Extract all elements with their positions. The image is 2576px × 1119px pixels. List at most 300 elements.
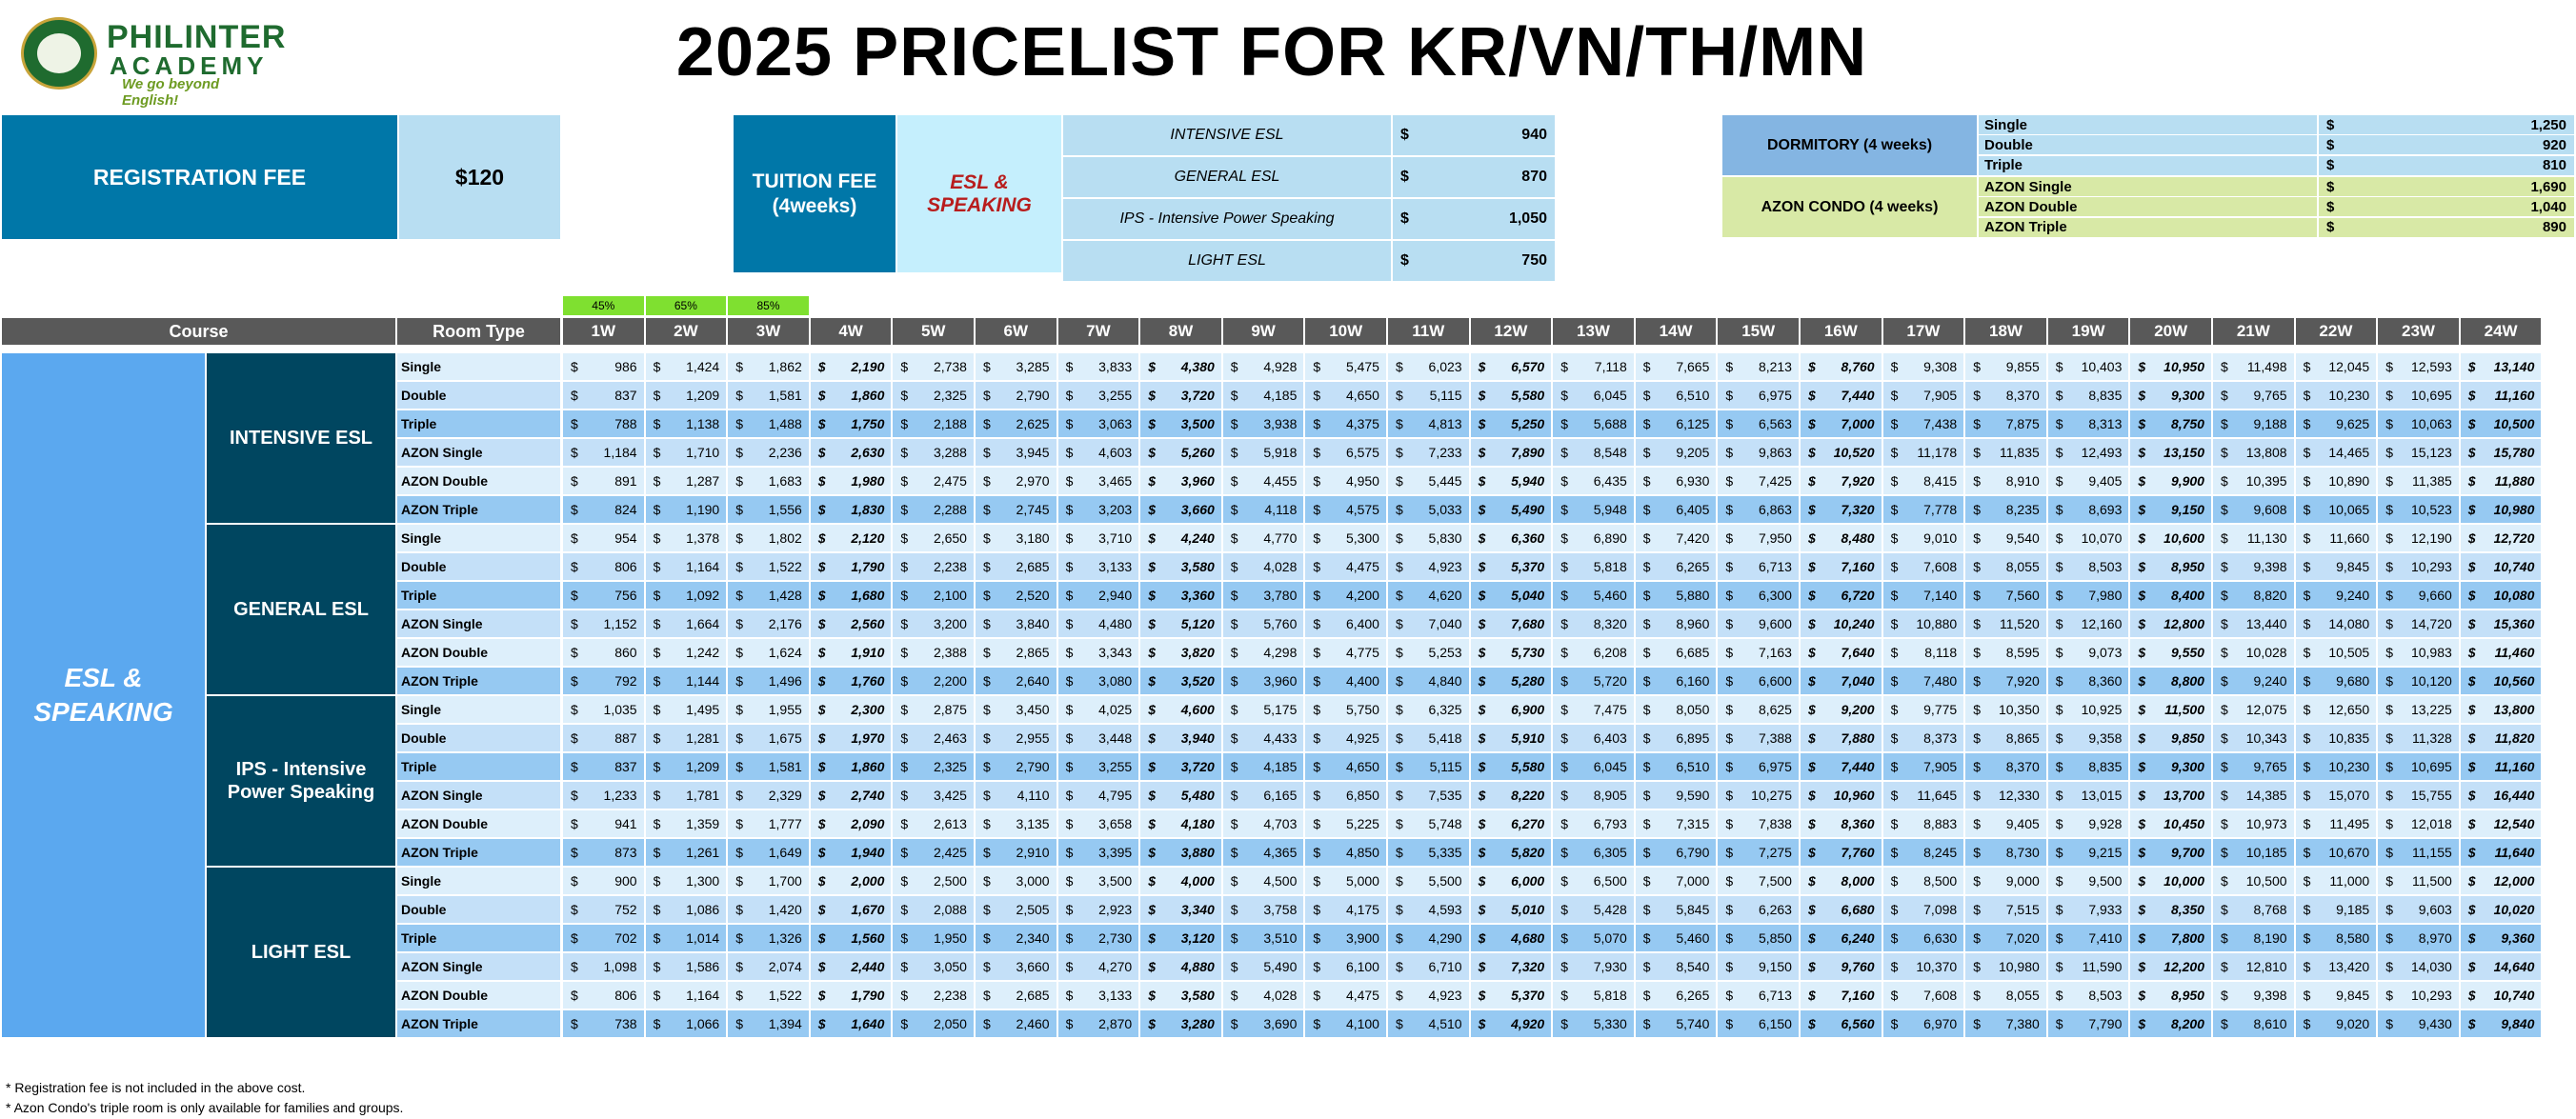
- price-value: 9,760: [1841, 959, 1875, 974]
- currency-sign: $: [571, 359, 578, 374]
- currency-sign: $: [571, 873, 578, 889]
- price-value: 10,950: [2163, 359, 2204, 374]
- price-value: 1,209: [686, 759, 720, 774]
- price-cell: [2296, 410, 2377, 437]
- currency-sign: $: [1148, 359, 1156, 374]
- price-cell: [1223, 868, 1304, 894]
- price-cell: [563, 982, 644, 1009]
- price-cell: [2461, 582, 2542, 609]
- price-cell: [646, 496, 727, 523]
- currency-sign: $: [1478, 416, 1486, 431]
- currency-sign: $: [2221, 502, 2228, 517]
- price-cell: [1223, 439, 1304, 466]
- currency-sign: $: [1808, 959, 1816, 974]
- price-value: 2,505: [1016, 902, 1050, 917]
- currency-sign: $: [1230, 902, 1238, 917]
- currency-sign: $: [653, 502, 661, 517]
- currency-sign: $: [653, 759, 661, 774]
- currency-sign: $: [2385, 559, 2393, 574]
- page-title: 2025 PRICELIST FOR KR/VN/TH/MN: [675, 14, 1868, 90]
- price-cell: [893, 696, 974, 723]
- price-cell: [1223, 925, 1304, 951]
- price-cell: [811, 696, 892, 723]
- price-cell: [1718, 696, 1799, 723]
- dormitory-label: DORMITORY (4 weeks): [1722, 115, 1977, 175]
- price-cell: [2048, 839, 2129, 866]
- price-value: 8,548: [1593, 445, 1627, 460]
- price-value: 11,160: [2494, 759, 2535, 774]
- currency-sign: $: [1478, 502, 1486, 517]
- currency-sign: $: [1642, 988, 1651, 1003]
- price-value: 9,300: [2170, 388, 2204, 403]
- price-cell: [1471, 925, 1552, 951]
- currency-sign: $: [2055, 930, 2063, 946]
- price-value: 6,263: [1758, 902, 1792, 917]
- price-cell: [1471, 725, 1552, 751]
- currency-sign: $: [653, 959, 661, 974]
- price-cell: [1140, 639, 1221, 666]
- currency-sign: $: [1890, 788, 1899, 803]
- price-cell: [2378, 582, 2459, 609]
- price-cell: [2213, 725, 2294, 751]
- currency-sign: $: [900, 416, 909, 431]
- price-value: 8,595: [2005, 645, 2040, 660]
- price-value: 6,208: [1593, 645, 1627, 660]
- currency-sign: $: [1396, 502, 1403, 517]
- price-value: 1,424: [686, 359, 720, 374]
- price-value: 2,685: [1016, 988, 1050, 1003]
- price-value: 2,685: [1016, 559, 1050, 574]
- price-cell: [1883, 982, 1964, 1009]
- currency-sign: $: [1396, 845, 1403, 860]
- currency-sign: $: [2385, 759, 2393, 774]
- price-cell: [1965, 982, 2046, 1009]
- price-cell: [2130, 525, 2211, 551]
- week-header: 10W: [1305, 318, 1386, 345]
- currency-sign: $: [2385, 930, 2393, 946]
- price-cell: [1553, 839, 1634, 866]
- price-cell: [1965, 553, 2046, 580]
- price-cell: [1471, 668, 1552, 694]
- price-value: 5,740: [1676, 1016, 1710, 1031]
- currency-sign: $: [1478, 473, 1486, 489]
- price-cell: [2130, 982, 2211, 1009]
- price-value: 6,710: [1428, 959, 1462, 974]
- currency-sign: $: [1313, 702, 1321, 717]
- price-cell: [1058, 896, 1139, 923]
- price-cell: [2461, 753, 2542, 780]
- price-cell: [1636, 382, 1717, 409]
- price-value: 6,240: [1841, 930, 1875, 946]
- price-value: 8,118: [1924, 645, 1958, 660]
- price-value: 1,326: [768, 930, 802, 946]
- currency-sign: $: [2385, 616, 2393, 631]
- price-cell: [811, 639, 892, 666]
- price-cell: [1636, 953, 1717, 980]
- price-value: 5,370: [1511, 988, 1545, 1003]
- price-cell: [728, 639, 809, 666]
- currency-sign: $: [2303, 988, 2311, 1003]
- currency-sign: $: [1313, 530, 1321, 546]
- price-cell: [1553, 439, 1634, 466]
- price-cell: [1471, 810, 1552, 837]
- currency-sign: $: [2303, 816, 2311, 831]
- price-value: 2,236: [768, 445, 802, 460]
- currency-sign: $: [1400, 169, 1409, 185]
- price-value: 7,890: [1511, 445, 1545, 460]
- currency-sign: $: [1725, 730, 1734, 746]
- price-value: 10,065: [2328, 502, 2370, 517]
- price-cell: [1965, 753, 2046, 780]
- price-cell: [1718, 896, 1799, 923]
- price-cell: [1305, 1010, 1386, 1037]
- price-value: 4,500: [1263, 873, 1298, 889]
- currency-sign: $: [900, 388, 909, 403]
- currency-sign: $: [1973, 473, 1981, 489]
- price-value: 7,905: [1923, 388, 1958, 403]
- price-value: 1,830: [851, 502, 885, 517]
- price-cell: [1388, 353, 1469, 380]
- price-cell: [1553, 1010, 1634, 1037]
- price-cell: [1553, 382, 1634, 409]
- price-value: 11,880: [2494, 473, 2535, 489]
- price-value: 5,948: [1593, 502, 1627, 517]
- price-value: 3,000: [1016, 873, 1050, 889]
- price-value: 11,500: [2412, 873, 2452, 889]
- currency-sign: $: [1230, 502, 1238, 517]
- price-cell: [2378, 610, 2459, 637]
- currency-sign: $: [1890, 616, 1899, 631]
- price-value: 6,713: [1758, 559, 1792, 574]
- price-cell: [1553, 525, 1634, 551]
- price-value: 5,175: [1263, 702, 1298, 717]
- currency-sign: $: [1642, 788, 1651, 803]
- price-cell: [646, 525, 727, 551]
- currency-sign: $: [1642, 502, 1651, 517]
- price-value: 5,820: [1511, 845, 1545, 860]
- price-cell: [2296, 353, 2377, 380]
- price-value: 9,308: [1923, 359, 1958, 374]
- price-value: 2,329: [768, 788, 802, 803]
- price-value: 4,840: [1428, 673, 1462, 689]
- price-value: 5,033: [1428, 502, 1462, 517]
- price-cell: [1965, 953, 2046, 980]
- price-value: 10,925: [2081, 702, 2123, 717]
- currency-sign: $: [2221, 902, 2228, 917]
- price-value: 7,880: [1841, 730, 1875, 746]
- price-cell: [2378, 839, 2459, 866]
- price-cell: [1965, 1010, 2046, 1037]
- currency-sign: $: [1313, 730, 1321, 746]
- price-value: 837: [614, 388, 637, 403]
- price-cell: [2213, 525, 2294, 551]
- price-cell: [976, 696, 1057, 723]
- course-header: Course: [2, 318, 395, 345]
- currency-sign: $: [1890, 873, 1899, 889]
- currency-sign: $: [653, 359, 661, 374]
- price-cell: [811, 410, 892, 437]
- price-value: 2,923: [1098, 902, 1133, 917]
- price-cell: [2461, 896, 2542, 923]
- currency-sign: $: [1890, 416, 1899, 431]
- price-cell: [1223, 639, 1304, 666]
- price-cell: [563, 810, 644, 837]
- price-cell: [728, 953, 809, 980]
- price-value: 4,603: [1098, 445, 1133, 460]
- currency-sign: $: [1478, 616, 1486, 631]
- price-value: 5,720: [1593, 673, 1627, 689]
- logo-sub: ACADEMY: [110, 51, 269, 80]
- price-value: 8,055: [2005, 988, 2040, 1003]
- currency-sign: $: [2138, 388, 2146, 403]
- price-value: 1,495: [686, 702, 720, 717]
- price-value: 3,280: [1180, 1016, 1215, 1031]
- currency-sign: $: [1808, 645, 1816, 660]
- currency-sign: $: [2303, 702, 2311, 717]
- currency-sign: $: [1065, 702, 1074, 717]
- currency-sign: $: [1973, 873, 1981, 889]
- price-value: 7,778: [1923, 502, 1958, 517]
- currency-sign: $: [2467, 959, 2476, 974]
- price-cell: [2213, 668, 2294, 694]
- currency-sign: $: [983, 759, 991, 774]
- price-cell: [2048, 525, 2129, 551]
- currency-sign: $: [571, 788, 578, 803]
- price-cell: [2213, 1010, 2294, 1037]
- price-value: 8,400: [2170, 588, 2204, 603]
- price-value: 9,240: [2253, 673, 2287, 689]
- price-value: 6,863: [1758, 502, 1792, 517]
- price-cell: [2296, 982, 2377, 1009]
- currency-sign: $: [900, 788, 909, 803]
- price-cell: [893, 553, 974, 580]
- price-value: 7,380: [2005, 1016, 2040, 1031]
- currency-sign: $: [1973, 988, 1981, 1003]
- price-cell: [1553, 982, 1634, 1009]
- price-value: 3,425: [933, 788, 967, 803]
- price-value: 7,410: [2088, 930, 2123, 946]
- currency-sign: $: [2221, 359, 2228, 374]
- price-value: 6,970: [1923, 1016, 1958, 1031]
- price-value: 12,810: [2245, 959, 2287, 974]
- currency-sign: $: [1725, 416, 1734, 431]
- price-cell: [1305, 982, 1386, 1009]
- price-cell: [563, 439, 644, 466]
- price-value: 6,510: [1676, 388, 1710, 403]
- price-cell: [976, 953, 1057, 980]
- price-cell: [2130, 668, 2211, 694]
- price-cell: [1305, 753, 1386, 780]
- currency-sign: $: [983, 530, 991, 546]
- currency-sign: $: [2221, 730, 2228, 746]
- currency-sign: $: [1065, 930, 1074, 946]
- currency-sign: $: [1148, 502, 1156, 517]
- price-cell: [728, 353, 809, 380]
- price-value: 1,190: [686, 502, 720, 517]
- currency-sign: $: [1890, 588, 1899, 603]
- price-value: 10,890: [2328, 473, 2370, 489]
- currency-sign: $: [1313, 588, 1321, 603]
- room-type: Single: [397, 353, 560, 380]
- price-value: 9,928: [2088, 816, 2123, 831]
- price-cell: [976, 896, 1057, 923]
- price-value: 7,438: [1923, 416, 1958, 431]
- price-value: 14,640: [2493, 959, 2535, 974]
- price-cell: [1388, 525, 1469, 551]
- currency-sign: $: [1560, 445, 1568, 460]
- price-value: 8,370: [2005, 388, 2040, 403]
- currency-sign: $: [1065, 1016, 1074, 1031]
- currency-sign: $: [1808, 530, 1816, 546]
- price-value: 2,090: [851, 816, 885, 831]
- price-value: 7,040: [1428, 616, 1462, 631]
- currency-sign: $: [2303, 473, 2311, 489]
- price-value: 10,080: [2493, 588, 2535, 603]
- price-cell: [2461, 725, 2542, 751]
- currency-sign: $: [2055, 416, 2063, 431]
- price-value: 7,118: [1594, 359, 1627, 374]
- price-cell: [563, 725, 644, 751]
- price-value: 8,480: [1841, 530, 1875, 546]
- currency-sign: $: [1890, 759, 1899, 774]
- currency-sign: $: [653, 702, 661, 717]
- room-price: [2319, 156, 2574, 175]
- price-value: 7,608: [1923, 988, 1958, 1003]
- price-cell: [2048, 868, 2129, 894]
- price-cell: [728, 382, 809, 409]
- price-cell: [1636, 868, 1717, 894]
- currency-sign: $: [571, 445, 578, 460]
- tuition-course-name: INTENSIVE ESL: [1063, 115, 1391, 155]
- price-cell: [1636, 810, 1717, 837]
- price-value: 6,895: [1676, 730, 1710, 746]
- currency-sign: $: [1478, 873, 1486, 889]
- currency-sign: $: [1313, 788, 1321, 803]
- currency-sign: $: [817, 645, 826, 660]
- price-value: 4,925: [1345, 730, 1379, 746]
- price-cell: [1883, 410, 1964, 437]
- price-value: 1,420: [768, 902, 802, 917]
- price-value: 2,910: [1016, 845, 1050, 860]
- price-cell: [2048, 496, 2129, 523]
- price-value: 3,900: [1345, 930, 1379, 946]
- price-cell: [1718, 496, 1799, 523]
- price-value: 3,448: [1098, 730, 1133, 746]
- currency-sign: $: [983, 788, 991, 803]
- registration-fee-label: REGISTRATION FEE: [2, 115, 397, 239]
- price-value: 8,580: [2336, 930, 2370, 946]
- price-value: 11,495: [2329, 816, 2370, 831]
- price-cell: [2130, 582, 2211, 609]
- price-value: 8,730: [2005, 845, 2040, 860]
- price-value: 873: [614, 845, 637, 860]
- price-cell: [893, 496, 974, 523]
- currency-sign: $: [2138, 588, 2146, 603]
- price-value: 5,253: [1428, 645, 1462, 660]
- price-cell: [563, 468, 644, 494]
- price-value: 1,649: [768, 845, 802, 860]
- price-cell: [2048, 1010, 2129, 1037]
- philinter-logo: [21, 15, 287, 109]
- price-cell: [1718, 810, 1799, 837]
- price-cell: [1801, 668, 1882, 694]
- price-cell: [811, 382, 892, 409]
- currency-sign: $: [900, 588, 909, 603]
- price-value: 6,900: [1511, 702, 1545, 717]
- price-cell: [2213, 982, 2294, 1009]
- price-cell: [1636, 925, 1717, 951]
- tuition-program-label: ESL & SPEAKING: [897, 115, 1061, 272]
- price-cell: [2378, 1010, 2459, 1037]
- price-value: 1,250: [2530, 116, 2566, 133]
- currency-sign: $: [1396, 645, 1403, 660]
- currency-sign: $: [735, 616, 743, 631]
- currency-sign: $: [817, 559, 826, 574]
- price-cell: [646, 753, 727, 780]
- price-value: 12,720: [2493, 530, 2535, 546]
- price-value: 2,325: [933, 388, 967, 403]
- tuition-course-name: LIGHT ESL: [1063, 241, 1391, 281]
- price-cell: [1305, 896, 1386, 923]
- price-cell: [2378, 353, 2459, 380]
- price-value: 7,480: [1923, 673, 1958, 689]
- price-value: 9,200: [1841, 702, 1875, 717]
- currency-sign: $: [1725, 930, 1734, 946]
- currency-sign: $: [1313, 359, 1321, 374]
- room-name: Single: [1979, 115, 2317, 134]
- price-cell: [728, 410, 809, 437]
- price-cell: [893, 525, 974, 551]
- price-value: 8,970: [2418, 930, 2452, 946]
- currency-sign: $: [900, 359, 909, 374]
- price-cell: [2461, 553, 2542, 580]
- price-cell: [1801, 1010, 1882, 1037]
- currency-sign: $: [1973, 816, 1981, 831]
- price-value: 1,086: [686, 902, 720, 917]
- price-value: 6,600: [1758, 673, 1792, 689]
- price-value: 5,040: [1511, 588, 1545, 603]
- price-value: 3,720: [1180, 759, 1215, 774]
- room-type: Single: [397, 525, 560, 551]
- currency-sign: $: [571, 559, 578, 574]
- price-value: 10,740: [2493, 559, 2535, 574]
- price-cell: [2296, 1010, 2377, 1037]
- price-value: 1,980: [851, 473, 885, 489]
- currency-sign: $: [1313, 673, 1321, 689]
- price-value: 788: [614, 416, 637, 431]
- room-type: AZON Double: [397, 468, 560, 494]
- price-value: 1,040: [2530, 198, 2566, 215]
- currency-sign: $: [1065, 388, 1074, 403]
- price-value: 6,930: [1676, 473, 1710, 489]
- price-cell: [1553, 468, 1634, 494]
- price-value: 5,460: [1676, 930, 1710, 946]
- price-value: 2,238: [933, 559, 967, 574]
- currency-sign: $: [1230, 1016, 1238, 1031]
- currency-sign: $: [1560, 502, 1568, 517]
- currency-sign: $: [1065, 988, 1074, 1003]
- currency-sign: $: [1478, 816, 1486, 831]
- price-cell: [1305, 525, 1386, 551]
- price-value: 8,503: [2088, 559, 2123, 574]
- currency-sign: $: [1642, 845, 1651, 860]
- currency-sign: $: [1230, 930, 1238, 946]
- price-cell: [728, 468, 809, 494]
- price-cell: [1388, 382, 1469, 409]
- price-value: 11,500: [2164, 702, 2204, 717]
- price-value: 810: [2542, 157, 2566, 174]
- currency-sign: $: [2467, 359, 2476, 374]
